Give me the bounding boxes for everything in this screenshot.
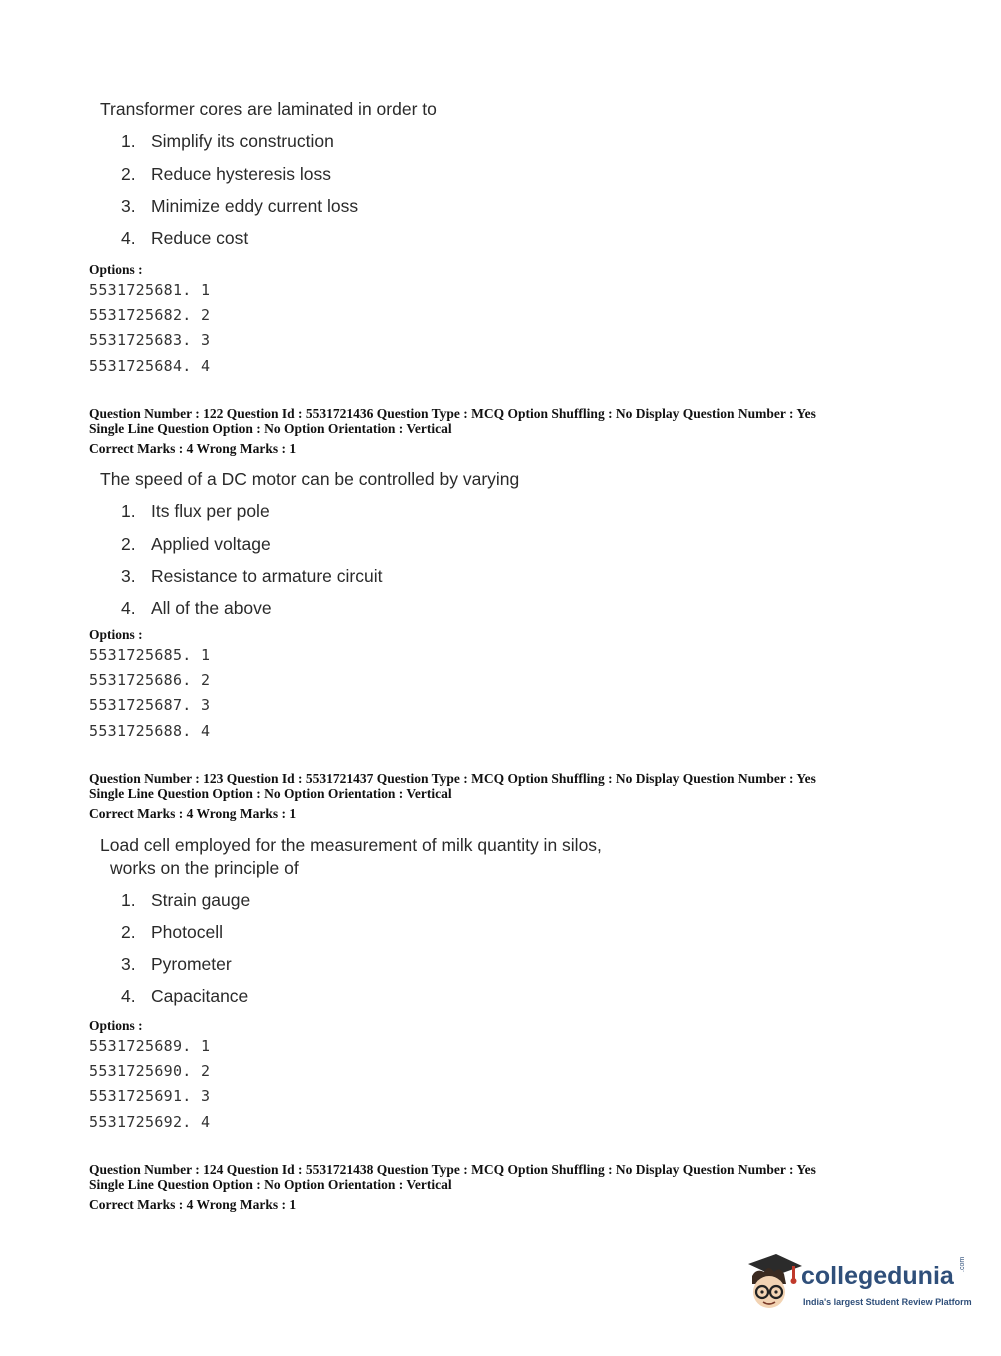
- question-meta-line: Question Number : 124 Question Id : 5531721438 Question Type : MCQ Option Shuffling : No Display Question Number : Yes: [89, 1162, 816, 1177]
- question-marks-line: Correct Marks : 4 Wrong Marks : 1: [89, 441, 297, 456]
- brand-tagline: India's largest Student Review Platform: [803, 1297, 972, 1307]
- choice-item: 2. Photocell: [121, 922, 223, 942]
- choice-item: 3. Resistance to armature circuit: [121, 566, 383, 586]
- choice-item: 2. Reduce hysteresis loss: [121, 164, 331, 184]
- brand-dotcom: .com: [959, 1256, 966, 1272]
- question-121-text: Transformer cores are laminated in order to: [100, 99, 437, 119]
- question-122-text: The speed of a DC motor can be controlled by varying: [100, 469, 520, 489]
- choice-item: 3. Minimize eddy current loss: [121, 196, 359, 216]
- option-id: 5531725681. 1: [89, 281, 211, 299]
- options-label: Options :: [89, 1018, 143, 1033]
- option-id: 5531725687. 3: [89, 696, 211, 714]
- question-meta-line: Single Line Question Option : No Option Orientation : Vertical: [89, 1177, 452, 1192]
- option-id: 5531725688. 4: [89, 722, 211, 740]
- option-id: 5531725689. 1: [89, 1037, 211, 1055]
- option-id: 5531725684. 4: [89, 357, 211, 375]
- option-id: 5531725683. 3: [89, 331, 211, 349]
- question-meta-line: Question Number : 123 Question Id : 5531721437 Question Type : MCQ Option Shuffling : No Display Question Number : Yes: [89, 771, 816, 786]
- choice-item: 2. Applied voltage: [121, 534, 271, 554]
- question-marks-line: Correct Marks : 4 Wrong Marks : 1: [89, 1197, 297, 1212]
- question-marks-line: Correct Marks : 4 Wrong Marks : 1: [89, 806, 297, 821]
- question-meta-line: Single Line Question Option : No Option Orientation : Vertical: [89, 421, 452, 436]
- option-id: 5531725682. 2: [89, 306, 211, 324]
- option-id: 5531725686. 2: [89, 671, 211, 689]
- option-id: 5531725691. 3: [89, 1087, 211, 1105]
- option-id: 5531725692. 4: [89, 1113, 211, 1131]
- choice-item: 1. Its flux per pole: [121, 501, 270, 521]
- question-meta-line: Single Line Question Option : No Option Orientation : Vertical: [89, 786, 452, 801]
- choice-item: 4. Capacitance: [121, 986, 249, 1006]
- mascot-icon: [742, 1250, 806, 1314]
- option-id: 5531725685. 1: [89, 646, 211, 664]
- option-id: 5531725690. 2: [89, 1062, 211, 1080]
- options-label: Options :: [89, 262, 143, 277]
- choice-item: 1. Strain gauge: [121, 890, 251, 910]
- question-123-text-cont: works on the principle of: [110, 858, 299, 878]
- choice-item: 1. Simplify its construction: [121, 131, 334, 151]
- choice-item: 4. All of the above: [121, 598, 272, 618]
- options-label: Options :: [89, 627, 143, 642]
- question-123-text: Load cell employed for the measurement of milk quantity in silos,: [100, 835, 602, 855]
- brand-name: collegedunia: [801, 1262, 954, 1290]
- choice-item: 4. Reduce cost: [121, 228, 249, 248]
- choice-item: 3. Pyrometer: [121, 954, 232, 974]
- question-meta-line: Question Number : 122 Question Id : 5531721436 Question Type : MCQ Option Shuffling : No Display Question Number : Yes: [89, 406, 816, 421]
